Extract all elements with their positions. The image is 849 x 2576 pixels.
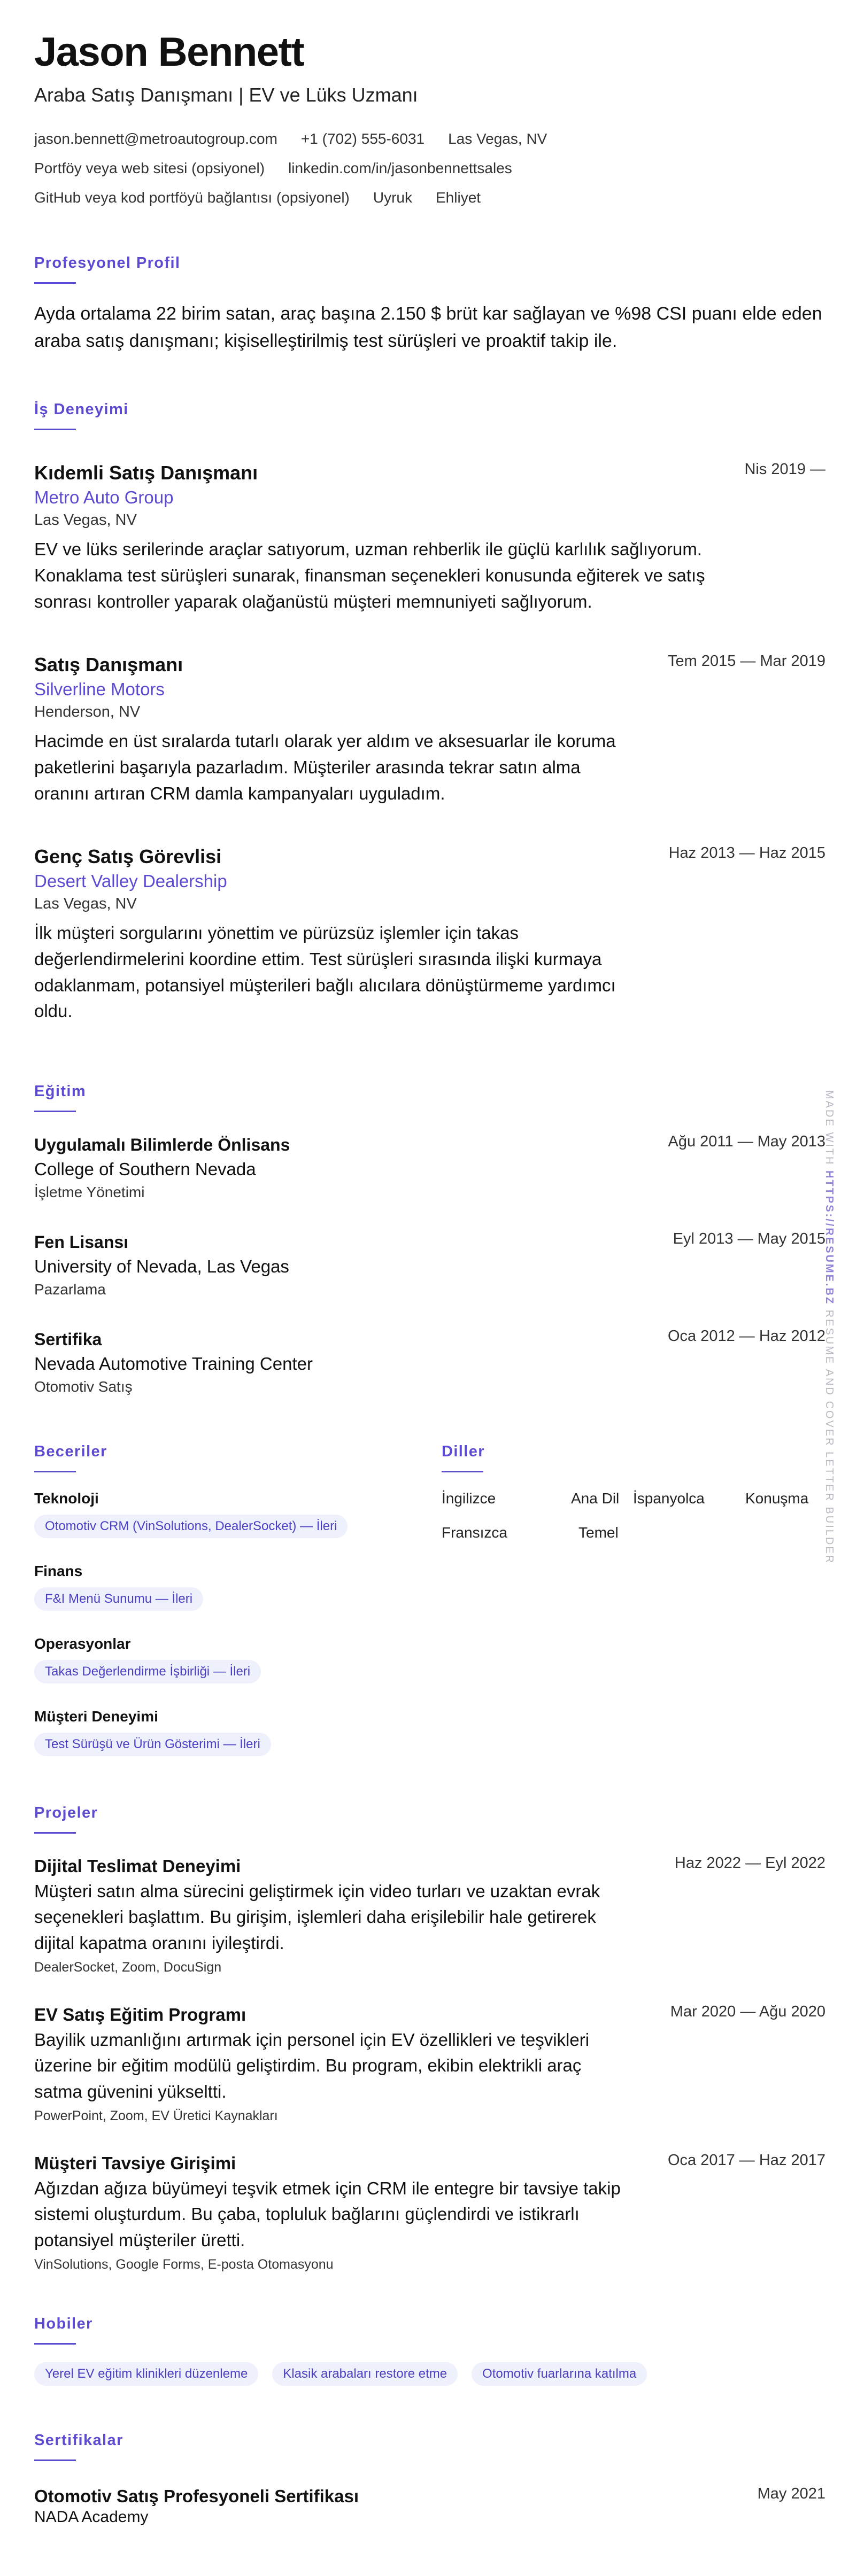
experience-dates: Haz 2013 — Haz 2015 [668,844,825,862]
experience-item [34,653,825,806]
experience-description: EV ve lüks serilerinde araçlar satıyorum, uzman rehberlik ile güçlü karlılık sağlıyorum. Konaklama test sürüşleri sunarak, finansman seçenekleri konusunda eğiterek ve satış sonrası kontroller yaparak olağanüstü müşteri memnuniyeti sağlıyorum. [34,539,705,611]
language-level: Temel [578,1524,619,1541]
project-tools: DealerSocket, Zoom, DocuSign [34,1960,222,1975]
project-title: EV Satış Eğitim Programı [34,2005,246,2024]
watermark-prefix: MADE WITH [823,1090,835,1166]
language-name: Fransızca [442,1524,507,1541]
projects-section-title: Projeler [34,1804,98,1821]
profile-summary: Ayda ortalama 22 birim satan, araç başına 2.150 $ brüt kar sağlayan ve %98 CSI puanı elde eden araba satış danışmanı; kişiselleştirilmiş test sürüşleri ve proaktif takip ile. [34,304,822,351]
portfolio-link[interactable]: Portföy veya web sitesi (opsiyonel) [34,160,265,176]
profile-section-title: Profesyonel Profil [34,254,181,271]
skill-category: Operasyonlar [34,1635,131,1652]
github-link[interactable]: GitHub veya kod portföyü bağlantısı (opsiyonel) [34,189,350,206]
experience-description: Hacimde en üst sıralarda tutarlı olarak yer aldım ve aksesuarlar ile koruma paketlerini başarıyla pazarladım. Müşteriler arasında tekrar satın alma oranını artıran CRM damla kampanyaları uyguladım. [34,731,616,803]
education-school: College of Southern Nevada [34,1159,256,1179]
languages-section-title: Diller [442,1443,485,1460]
section-divider [34,2459,76,2461]
project-dates: Haz 2022 — Eyl 2022 [674,1855,825,1872]
candidate-name: Jason Bennett [34,29,304,75]
nationality-text: Uyruk [373,189,412,206]
experience-role: Genç Satış Görevlisi [34,845,222,867]
education-school: University of Nevada, Las Vegas [34,1256,289,1276]
education-item [34,1133,825,1202]
section-divider [34,282,76,284]
section-divider [34,1832,76,1834]
project-item [34,2152,825,2275]
project-description: Bayilik uzmanlığını artırmak için personel için EV özellikleri ve teşvikleri üzerine bir eğitim modülü geliştirdim. Bu program, ekibin elektrikli araç satma güvenini yükseltti. [34,2029,590,2102]
project-title: Müşteri Tavsiye Girişimi [34,2153,236,2173]
experience-dates: Nis 2019 — [744,461,825,478]
certification-item [34,2485,825,2526]
experience-description: İlk müşteri sorgularını yönettim ve pürüzsüz işlemler için takas değerlendirmelerini koordine ettim. Test sürüşleri sırasında ilişki kurmaya odaklanmam, potansiyel müşterileri bağlı alıcılara dönüştürmeme yardımcı oldu. [34,922,616,1021]
education-item [34,1230,825,1300]
education-section-title: Eğitim [34,1083,87,1100]
experience-company: Desert Valley Dealership [34,871,227,891]
certification-date: May 2021 [757,2485,825,2502]
candidate-headline: Araba Satış Danışmanı | EV ve Lüks Uzmanı [34,84,418,106]
project-dates: Mar 2020 — Ağu 2020 [670,2003,825,2020]
hobby-pill: Otomotiv fuarlarına katılma [472,2362,647,2386]
experience-dates: Tem 2015 — Mar 2019 [668,653,825,670]
skill-pill: Otomotiv CRM (VinSolutions, DealerSocket) — İleri [34,1515,348,1538]
education-item [34,1328,825,1397]
project-dates: Oca 2017 — Haz 2017 [667,2152,825,2169]
experience-item [34,461,825,615]
contact-row-3 [34,189,481,207]
education-field: Pazarlama [34,1281,106,1298]
project-item [34,1855,825,1978]
email-link[interactable]: jason.bennett@metroautogroup.com [34,130,277,147]
experience-location: Henderson, NV [34,703,141,721]
skill-category: Müşteri Deneyimi [34,1708,158,1725]
language-level: Ana Dil [571,1490,620,1507]
education-degree: Sertifika [34,1330,102,1349]
builder-watermark [823,1090,839,1565]
skills-section-title: Beceriler [34,1443,107,1460]
project-tools: VinSolutions, Google Forms, E-posta Otomasyonu [34,2257,334,2272]
experience-company: Metro Auto Group [34,487,174,507]
language-level: Konuşma [745,1490,809,1507]
location-text: Las Vegas, NV [448,130,547,147]
project-description: Ağızdan ağıza büyümeyi teşvik etmek için CRM ile entegre bir tavsiye takip sistemi oluşturdum. Bu çaba, topluluk bağlarını güçlendirdi ve istikrarlı potansiyel müşteriler üretti. [34,2178,621,2251]
skill-pill: Test Sürüşü ve Ürün Gösterimi — İleri [34,1733,271,1756]
certifications-section-title: Sertifikalar [34,2432,124,2449]
project-tools: PowerPoint, Zoom, EV Üretici Kaynakları [34,2108,278,2124]
language-name: İngilizce [442,1490,496,1507]
skill-pill: Takas Değerlendirme İşbirliği — İleri [34,1660,261,1683]
section-divider [34,429,76,430]
linkedin-link[interactable]: linkedin.com/in/jasonbennettsales [288,160,512,176]
section-divider [34,2343,76,2345]
contact-row-2 [34,159,512,177]
certification-issuer: NADA Academy [34,2508,149,2526]
hobby-pill: Klasik arabaları restore etme [272,2362,458,2386]
phone-link[interactable]: +1 (702) 555-6031 [300,130,425,147]
skill-category: Finans [34,1563,83,1579]
license-text: Ehliyet [436,189,481,206]
experience-item [34,844,825,1025]
project-item [34,2003,825,2127]
contact-row-1 [34,130,547,148]
hobby-pill: Yerel EV eğitim klinikleri düzenleme [34,2362,258,2386]
education-dates: Oca 2012 — Haz 2012 [667,1328,825,1345]
section-divider [34,1471,76,1472]
certification-name: Otomotiv Satış Profesyoneli Sertifikası [34,2486,359,2506]
experience-role: Kıdemli Satış Danışmanı [34,462,258,484]
education-dates: Ağu 2011 — May 2013 [668,1133,825,1150]
experience-location: Las Vegas, NV [34,511,137,529]
experience-role: Satış Danışmanı [34,654,183,676]
watermark-link[interactable]: HTTPS://RESUME.BZ [823,1170,835,1306]
watermark-suffix: RESUME AND COVER LETTER BUILDER [823,1309,835,1565]
experience-location: Las Vegas, NV [34,895,137,913]
education-field: Otomotiv Satış [34,1378,133,1395]
education-dates: Eyl 2013 — May 2015 [673,1230,825,1247]
experience-company: Silverline Motors [34,679,165,699]
education-field: İşletme Yönetimi [34,1183,145,1200]
hobbies-section-title: Hobiler [34,2315,93,2332]
education-degree: Uygulamalı Bilimlerde Önlisans [34,1135,290,1154]
language-name: İspanyolca [633,1490,705,1507]
section-divider [442,1471,483,1472]
education-degree: Fen Lisansı [34,1232,129,1252]
project-description: Müşteri satın alma sürecini geliştirmek için video turları ve uzaktan evrak seçenekleri başlattım. Bu girişim, işlemleri daha erişilebilir hale getirerek dijital kapatma oranını iyileştirdi. [34,1881,600,1953]
project-title: Dijital Teslimat Deneyimi [34,1856,241,1876]
skill-category: Teknoloji [34,1490,99,1507]
education-school: Nevada Automotive Training Center [34,1353,313,1374]
section-divider [34,1111,76,1112]
experience-section-title: İş Deneyimi [34,401,129,418]
skill-pill: F&I Menü Sunumu — İleri [34,1587,203,1611]
hobby-list [34,2362,647,2386]
